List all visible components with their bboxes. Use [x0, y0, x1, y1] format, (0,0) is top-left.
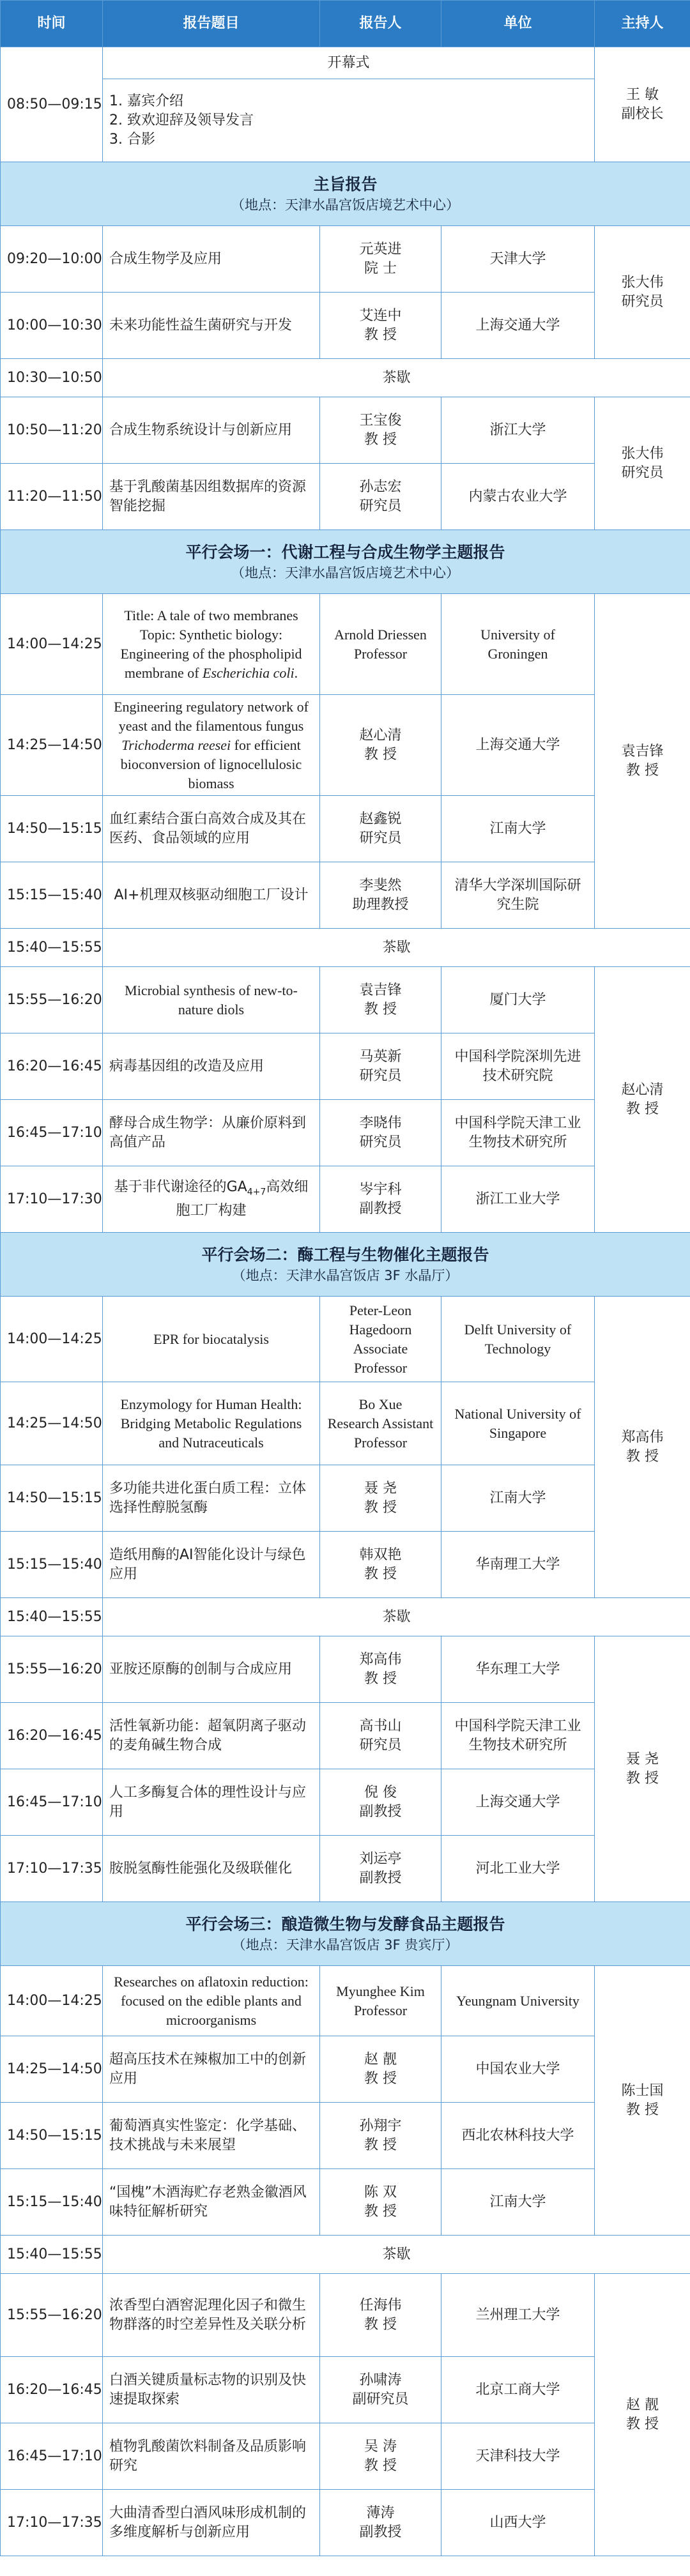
- section-title: 平行会场一：代谢工程与合成生物学主题报告: [185, 542, 505, 561]
- header-title: 报告题目: [103, 1, 320, 47]
- talk-speaker: 任海伟 教 授: [320, 2274, 441, 2357]
- table-row: [1, 2357, 690, 2423]
- talk-title-text: 基于非代谢途径的GA: [114, 1178, 247, 1195]
- section-venue: （地点：天津水晶宫饭店境艺术中心）: [231, 197, 459, 213]
- talk-speaker: 艾连中 教 授: [320, 293, 441, 359]
- talk-title-text: 高效细胞工厂构建: [176, 1178, 309, 1219]
- talk-unit: 浙江大学: [441, 397, 595, 464]
- talk-speaker: Bo Xue Research Assistant Professor: [320, 1382, 441, 1465]
- table-row: [1, 967, 690, 1033]
- table-row: [1, 1297, 690, 1382]
- table-row: [1, 397, 690, 464]
- break-row: [1, 2236, 690, 2274]
- talk-title-text: .: [294, 664, 298, 681]
- table-row: [1, 1033, 690, 1100]
- opening-title: 开幕式: [103, 47, 595, 79]
- session-host: 陈士国 教 授: [595, 1966, 690, 2236]
- talk-speaker: 岑宇科 副教授: [320, 1166, 441, 1233]
- section-venue: （地点：天津水晶宫饭店 3F 水晶厅）: [232, 1267, 459, 1283]
- talk-speaker: 李晓伟 研究员: [320, 1100, 441, 1166]
- talk-time: 16:20—16:45: [1, 2357, 103, 2423]
- header-time: 时间: [1, 1, 103, 47]
- talk-time: 17:10—17:35: [1, 2490, 103, 2556]
- table-row: [1, 695, 690, 796]
- talk-time: 17:10—17:30: [1, 1166, 103, 1233]
- talk-title: Researches on aflatoxin reduction: focused on the edible plants and microorganisms: [103, 1966, 320, 2036]
- table-row: [1, 1703, 690, 1769]
- talk-unit: 中国科学院深圳先进技术研究院: [441, 1033, 595, 1100]
- talk-speaker: 孙志宏 研究员: [320, 464, 441, 530]
- talk-speaker: 马英新 研究员: [320, 1033, 441, 1100]
- break-time: 15:40—15:55: [1, 2236, 103, 2274]
- talk-unit: 山西大学: [441, 2490, 595, 2556]
- break-label: 茶歇: [103, 1598, 690, 1636]
- opening-item: 3. 合影: [109, 131, 155, 148]
- talk-unit: 上海交通大学: [441, 1769, 595, 1836]
- talk-title: 大曲清香型白酒风味形成机制的多维度解析与创新应用: [103, 2490, 320, 2556]
- talk-time: 15:55—16:20: [1, 967, 103, 1033]
- table-row: [1, 1382, 690, 1465]
- talk-speaker: 王宝俊 教 授: [320, 397, 441, 464]
- talk-title-text: Engineering regulatory network of yeast and the filamentous fungus: [114, 698, 309, 734]
- talk-time: 16:45—17:10: [1, 1769, 103, 1836]
- talk-time: 11:20—11:50: [1, 464, 103, 530]
- session-host: 赵 靓 教 授: [595, 2274, 690, 2556]
- opening-items: [103, 79, 595, 162]
- table-row: [1, 796, 690, 862]
- section-venue: （地点：天津水晶宫饭店境艺术中心）: [231, 565, 459, 581]
- table-row: [1, 293, 690, 359]
- table-header-row: [1, 1, 690, 47]
- talk-speaker: 赵心清 教 授: [320, 695, 441, 796]
- session-host: 张大伟 研究员: [595, 397, 690, 530]
- talk-time: 15:15—15:40: [1, 1532, 103, 1598]
- talk-title: 合成生物系统设计与创新应用: [103, 397, 320, 464]
- talk-speaker: Peter-Leon Hagedoorn Associate Professor: [320, 1297, 441, 1382]
- talk-title: [103, 1166, 320, 1233]
- table-row: [1, 2423, 690, 2490]
- table-row: [1, 2274, 690, 2357]
- session-host: 聂 尧 教 授: [595, 1636, 690, 1902]
- talk-title-subscript: 4+7: [247, 1187, 266, 1198]
- talk-speaker: 孙啸涛 副研究员: [320, 2357, 441, 2423]
- talk-title: [103, 695, 320, 796]
- table-row: [1, 1100, 690, 1166]
- talk-time: 15:55—16:20: [1, 1636, 103, 1703]
- section-header-keynote: [1, 162, 690, 226]
- talk-speaker: 孙翔宇 教 授: [320, 2103, 441, 2169]
- talk-unit: 中国农业大学: [441, 2036, 595, 2103]
- opening-item: 2. 致欢迎辞及领导发言: [109, 112, 254, 128]
- talk-unit: 天津科技大学: [441, 2423, 595, 2490]
- table-row: [1, 2103, 690, 2169]
- break-row: [1, 929, 690, 967]
- talk-title: 亚胺还原酶的创制与合成应用: [103, 1636, 320, 1703]
- talk-speaker: 李斐然 助理教授: [320, 862, 441, 929]
- break-label: 茶歇: [103, 2236, 690, 2274]
- talk-speaker: 陈 双 教 授: [320, 2169, 441, 2236]
- talk-speaker: 聂 尧 教 授: [320, 1465, 441, 1532]
- talk-time: 10:00—10:30: [1, 293, 103, 359]
- talk-time: 17:10—17:35: [1, 1836, 103, 1902]
- talk-title: 病毒基因组的改造及应用: [103, 1033, 320, 1100]
- section-header-session3: [1, 1902, 690, 1966]
- section-title: 平行会场二：酶工程与生物催化主题报告: [201, 1245, 489, 1264]
- talk-time: 14:25—14:50: [1, 2036, 103, 2103]
- talk-unit: 上海交通大学: [441, 293, 595, 359]
- header-host: 主持人: [595, 1, 690, 47]
- talk-time: 15:15—15:40: [1, 862, 103, 929]
- break-time: 10:30—10:50: [1, 359, 103, 397]
- opening-host: 王 敏 副校长: [595, 47, 690, 162]
- talk-unit: 中国科学院天津工业生物技术研究所: [441, 1703, 595, 1769]
- session-host: 袁吉锋 教 授: [595, 594, 690, 929]
- table-row: [1, 1836, 690, 1902]
- talk-unit: 上海交通大学: [441, 695, 595, 796]
- break-row: [1, 1598, 690, 1636]
- table-row: [1, 1166, 690, 1233]
- talk-time: 14:50—15:15: [1, 1465, 103, 1532]
- talk-time: 14:00—14:25: [1, 1966, 103, 2036]
- talk-speaker: 韩双艳 教 授: [320, 1532, 441, 1598]
- talk-speaker: 倪 俊 副教授: [320, 1769, 441, 1836]
- table-row: [1, 862, 690, 929]
- break-time: 15:40—15:55: [1, 1598, 103, 1636]
- talk-title: 造纸用酶的AI智能化设计与绿色应用: [103, 1532, 320, 1598]
- talk-title: 合成生物学及应用: [103, 226, 320, 293]
- talk-unit: 兰州理工大学: [441, 2274, 595, 2357]
- talk-unit: 华南理工大学: [441, 1532, 595, 1598]
- talk-speaker: 高书山 研究员: [320, 1703, 441, 1769]
- table-row: [1, 226, 690, 293]
- talk-unit: 浙江工业大学: [441, 1166, 595, 1233]
- talk-title: 多功能共进化蛋白质工程：立体选择性醇脱氢酶: [103, 1465, 320, 1532]
- talk-unit: 江南大学: [441, 2169, 595, 2236]
- talk-unit: 江南大学: [441, 1465, 595, 1532]
- talk-speaker: 赵 靓 教 授: [320, 2036, 441, 2103]
- talk-title: 未来功能性益生菌研究与开发: [103, 293, 320, 359]
- talk-speaker: 元英进 院 士: [320, 226, 441, 293]
- table-row: [1, 1465, 690, 1532]
- break-time: 15:40—15:55: [1, 929, 103, 967]
- talk-title: Microbial synthesis of new-to-nature diols: [103, 967, 320, 1033]
- talk-time: 09:20—10:00: [1, 226, 103, 293]
- table-row: [1, 464, 690, 530]
- talk-unit: 江南大学: [441, 796, 595, 862]
- talk-title: 植物乳酸菌饮料制备及品质影响研究: [103, 2423, 320, 2490]
- talk-unit: 西北农林科技大学: [441, 2103, 595, 2169]
- talk-time: 14:25—14:50: [1, 1382, 103, 1465]
- section-header-session2: [1, 1233, 690, 1297]
- talk-title-italic: Escherichia coli: [203, 664, 295, 681]
- talk-title: 葡萄酒真实性鉴定：化学基础、技术挑战与未来展望: [103, 2103, 320, 2169]
- talk-title: EPR for biocatalysis: [103, 1297, 320, 1382]
- talk-time: 14:25—14:50: [1, 695, 103, 796]
- talk-unit: University of Groningen: [441, 594, 595, 695]
- table-row: [1, 2490, 690, 2556]
- table-row: [1, 1769, 690, 1836]
- talk-unit: Yeungnam University: [441, 1966, 595, 2036]
- table-row: [1, 1636, 690, 1703]
- talk-title: “国槐”木酒海贮存老熟金徽酒风味特征解析研究: [103, 2169, 320, 2236]
- talk-title-italic: Trichoderma reesei: [121, 736, 231, 753]
- section-header-session1: [1, 530, 690, 594]
- header-unit: 单位: [441, 1, 595, 47]
- talk-title: Enzymology for Human Health: Bridging Metabolic Regulations and Nutraceuticals: [103, 1382, 320, 1465]
- talk-unit: 河北工业大学: [441, 1836, 595, 1902]
- opening-items-row: [1, 79, 690, 162]
- talk-title: 酵母合成生物学：从廉价原料到高值产品: [103, 1100, 320, 1166]
- opening-row: [1, 47, 690, 79]
- break-label: 茶歇: [103, 929, 690, 967]
- talk-time: 14:50—15:15: [1, 796, 103, 862]
- table-row: [1, 1532, 690, 1598]
- talk-time: 16:45—17:10: [1, 2423, 103, 2490]
- talk-speaker: 吴 涛 教 授: [320, 2423, 441, 2490]
- talk-unit: Delft University of Technology: [441, 1297, 595, 1382]
- talk-title: 血红素结合蛋白高效合成及其在医药、食品领域的应用: [103, 796, 320, 862]
- talk-title: 人工多酶复合体的理性设计与应用: [103, 1769, 320, 1836]
- talk-title: 活性氧新功能：超氧阴离子驱动的麦角碱生物合成: [103, 1703, 320, 1769]
- session-host: 赵心清 教 授: [595, 967, 690, 1233]
- table-row: [1, 1966, 690, 2036]
- talk-time: 15:55—16:20: [1, 2274, 103, 2357]
- section-title: 平行会场三：酿造微生物与发酵食品主题报告: [185, 1914, 505, 1933]
- talk-unit: 北京工商大学: [441, 2357, 595, 2423]
- session-host: 郑高伟 教 授: [595, 1297, 690, 1598]
- talk-title: 胺脱氢酶性能强化及级联催化: [103, 1836, 320, 1902]
- talk-speaker: 薄涛 副教授: [320, 2490, 441, 2556]
- table-row: [1, 2169, 690, 2236]
- talk-time: 14:00—14:25: [1, 594, 103, 695]
- talk-speaker: Myunghee Kim Professor: [320, 1966, 441, 2036]
- talk-speaker: 郑高伟 教 授: [320, 1636, 441, 1703]
- talk-speaker: 袁吉锋 教 授: [320, 967, 441, 1033]
- section-venue: （地点：天津水晶宫饭店 3F 贵宾厅）: [232, 1937, 459, 1953]
- talk-time: 16:20—16:45: [1, 1703, 103, 1769]
- table-row: [1, 594, 690, 695]
- section-title: 主旨报告: [313, 174, 378, 194]
- talk-title: 浓香型白酒窖泥理化因子和微生物群落的时空差异性及关联分析: [103, 2274, 320, 2357]
- break-label: 茶歇: [103, 359, 690, 397]
- talk-speaker: Arnold Driessen Professor: [320, 594, 441, 695]
- talk-unit: 中国科学院天津工业生物技术研究所: [441, 1100, 595, 1166]
- opening-item: 1. 嘉宾介绍: [109, 93, 183, 109]
- break-row: [1, 359, 690, 397]
- opening-time: 08:50—09:15: [1, 47, 103, 162]
- talk-time: 15:15—15:40: [1, 2169, 103, 2236]
- talk-title: 超高压技术在辣椒加工中的创新应用: [103, 2036, 320, 2103]
- talk-time: 14:50—15:15: [1, 2103, 103, 2169]
- talk-unit: National University of Singapore: [441, 1382, 595, 1465]
- session-host: 张大伟 研究员: [595, 226, 690, 359]
- talk-title: 白酒关键质量标志物的识别及快速提取探索: [103, 2357, 320, 2423]
- talk-title: AI+机理双核驱动细胞工厂设计: [103, 862, 320, 929]
- talk-title: [103, 594, 320, 695]
- talk-time: 10:50—11:20: [1, 397, 103, 464]
- talk-unit: 清华大学深圳国际研究生院: [441, 862, 595, 929]
- talk-speaker: 刘运亭 副教授: [320, 1836, 441, 1902]
- talk-time: 14:00—14:25: [1, 1297, 103, 1382]
- talk-speaker: 赵鑫锐 研究员: [320, 796, 441, 862]
- talk-title-text: for efficient bioconversion of lignocellulosic biomass: [120, 736, 302, 791]
- header-speaker: 报告人: [320, 1, 441, 47]
- talk-unit: 内蒙古农业大学: [441, 464, 595, 530]
- table-row: [1, 2036, 690, 2103]
- talk-title: 基于乳酸菌基因组数据库的资源智能挖掘: [103, 464, 320, 530]
- talk-unit: 华东理工大学: [441, 1636, 595, 1703]
- talk-time: 16:45—17:10: [1, 1100, 103, 1166]
- talk-unit: 天津大学: [441, 226, 595, 293]
- talk-title-text: Title: A tale of two membranes Topic: Synthetic biology: Engineering of the phospholipid membrane of: [120, 607, 302, 681]
- talk-unit: 厦门大学: [441, 967, 595, 1033]
- talk-time: 16:20—16:45: [1, 1033, 103, 1100]
